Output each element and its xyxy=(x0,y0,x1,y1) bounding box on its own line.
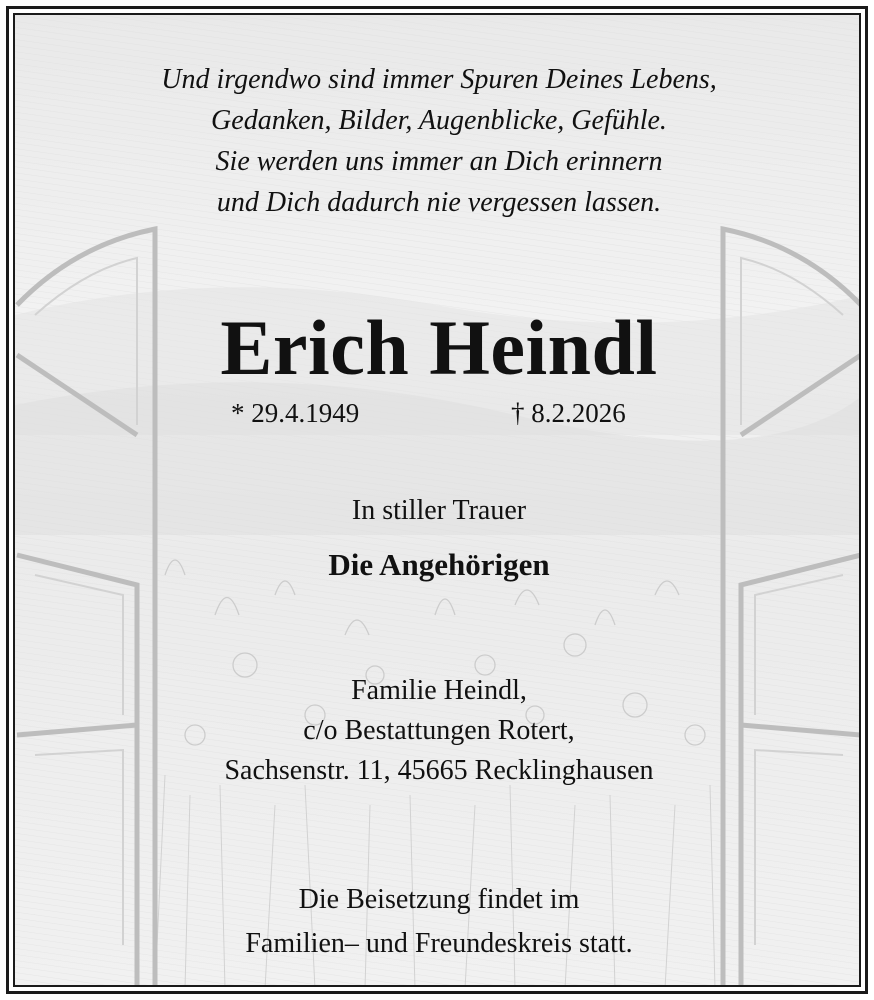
address-line: c/o Bestattungen Rotert, xyxy=(303,715,575,746)
poem xyxy=(15,59,861,223)
poem-line: Sie werden uns immer an Dich erinnern xyxy=(215,146,663,177)
poem-line: Und irgendwo sind immer Spuren Deines Lebens, xyxy=(161,64,717,95)
deceased-name: Erich Heindl xyxy=(220,304,658,391)
address-line: Familie Heindl, xyxy=(351,675,527,706)
address-line: Sachsenstr. 11, 45665 Recklinghausen xyxy=(224,755,654,786)
mourning-phrase: In stiller Trauer xyxy=(351,495,527,526)
inner-border xyxy=(13,13,861,987)
birth-date: * 29.4.1949 xyxy=(231,398,360,428)
poem-line: Gedanken, Bilder, Augenblicke, Gefühle. xyxy=(211,105,667,136)
burial-line: Die Beisetzung findet im xyxy=(298,884,580,915)
poem-line: und Dich dadurch nie vergessen lassen. xyxy=(216,187,662,218)
burial-line: Familien– und Freundeskreis statt. xyxy=(245,928,633,959)
mourners-signature: Die Angehörigen xyxy=(328,547,550,582)
death-date: † 8.2.2026 xyxy=(511,398,626,428)
contact-address xyxy=(15,671,861,791)
burial-notice xyxy=(15,878,861,966)
